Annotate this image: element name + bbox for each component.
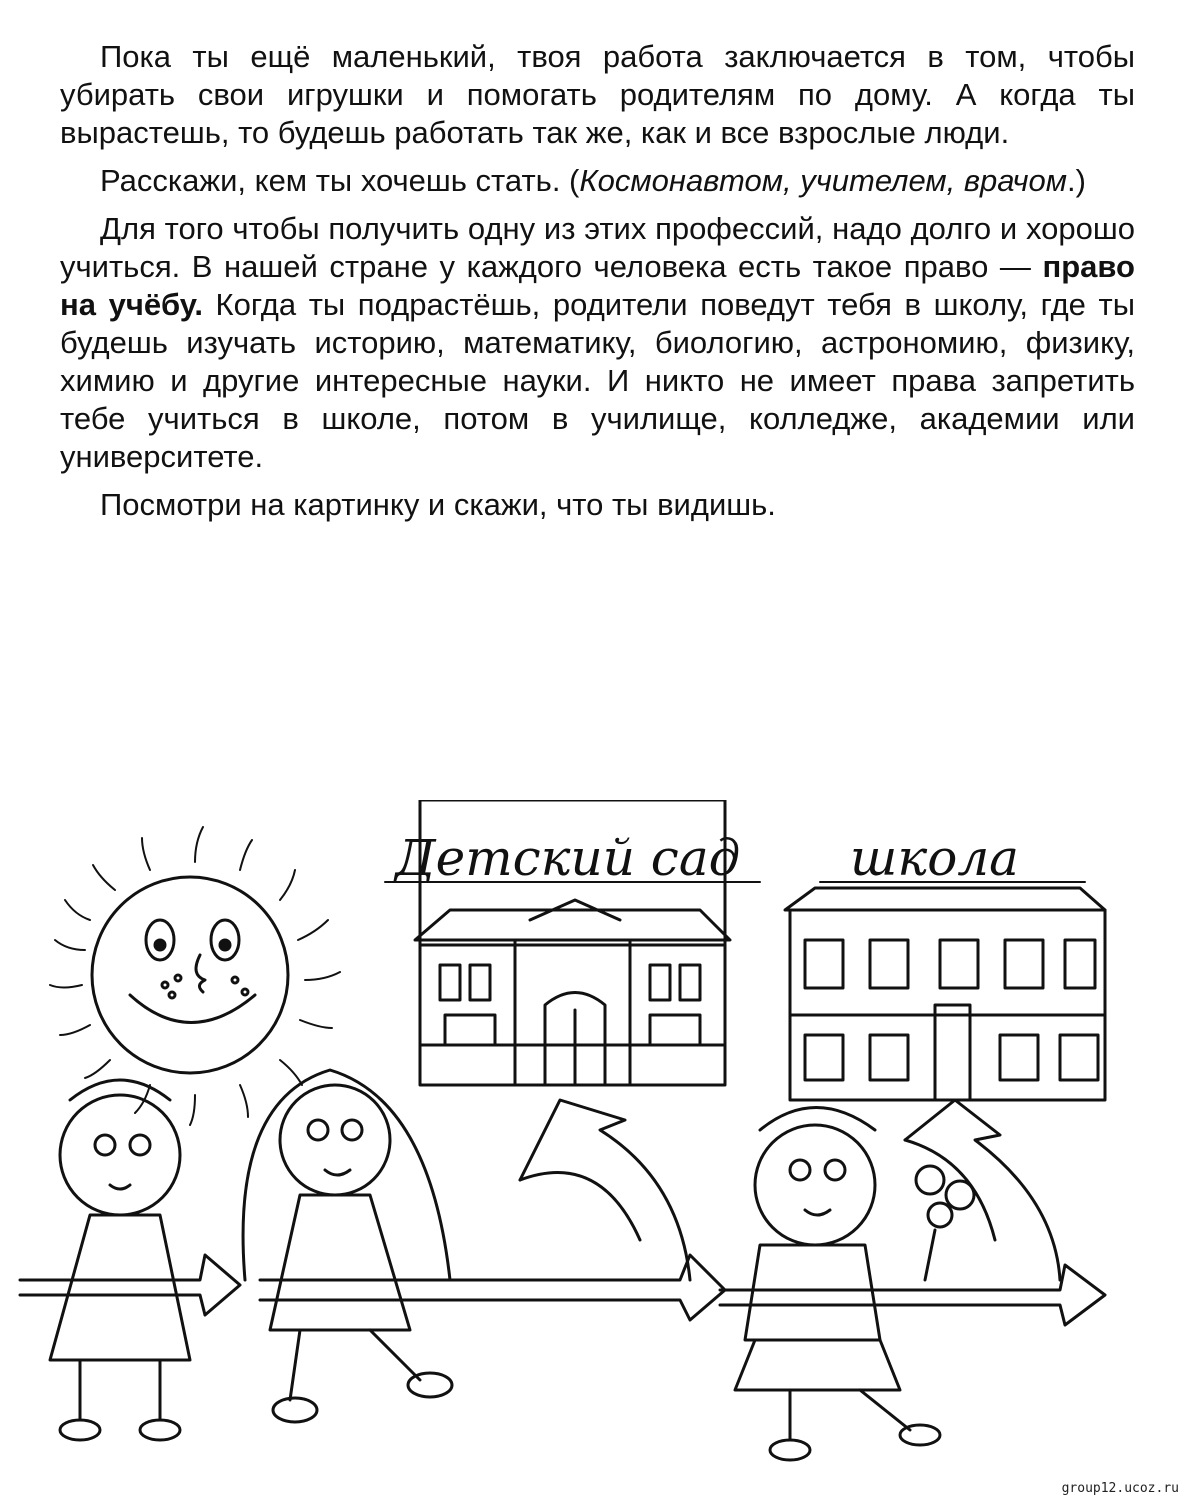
watermark: group12.ucoz.ru	[1061, 1481, 1179, 1496]
paragraph-2	[60, 162, 1135, 200]
paragraph-2-main: Расскажи, кем ты хочешь стать. (	[100, 163, 580, 198]
schoolgirl-figure	[735, 1108, 974, 1461]
paragraph-4: Посмотри на картинку и скажи, что ты видишь.	[100, 487, 776, 522]
path-arrow-icon	[20, 1100, 1105, 1325]
paragraph-3-start: Для того чтобы получить одну из этих профессий, надо долго и хорошо учиться. В нашей стране у каждого человека есть такое право —	[60, 211, 1135, 284]
paragraph-3	[60, 210, 1135, 476]
paragraph-3-end: Когда ты подрастёшь, родители поведут тебя в школу, где ты будешь изучать историю, математику, биологию, астрономию, физику, химию и другие интересные науки. И никто не имеет права запретить тебе учиться в школе, потом в училище, колледже, академии или университете.	[60, 287, 1135, 474]
school-building	[785, 888, 1105, 1100]
text-block	[60, 38, 1135, 534]
school-label: школа	[850, 829, 1019, 887]
illustration	[0, 800, 1187, 1480]
professions-examples: Космонавтом, учителем, врачом	[579, 163, 1068, 198]
girl-jumping-rope-figure	[243, 1070, 452, 1422]
paragraph-2-end: .)	[1067, 163, 1086, 198]
paragraph-1: Пока ты ещё маленький, твоя работа заключается в том, чтобы убирать свои игрушки и помогать родителям по дому. А когда ты вырастешь, то будешь работать так же, как и все взрослые люди.	[60, 39, 1135, 150]
sun-icon	[50, 827, 340, 1125]
kindergarten-label: Детский сад	[395, 829, 741, 887]
right-to-education: право на учёбу.	[60, 249, 1135, 322]
girl-thinking-figure	[50, 1080, 190, 1440]
